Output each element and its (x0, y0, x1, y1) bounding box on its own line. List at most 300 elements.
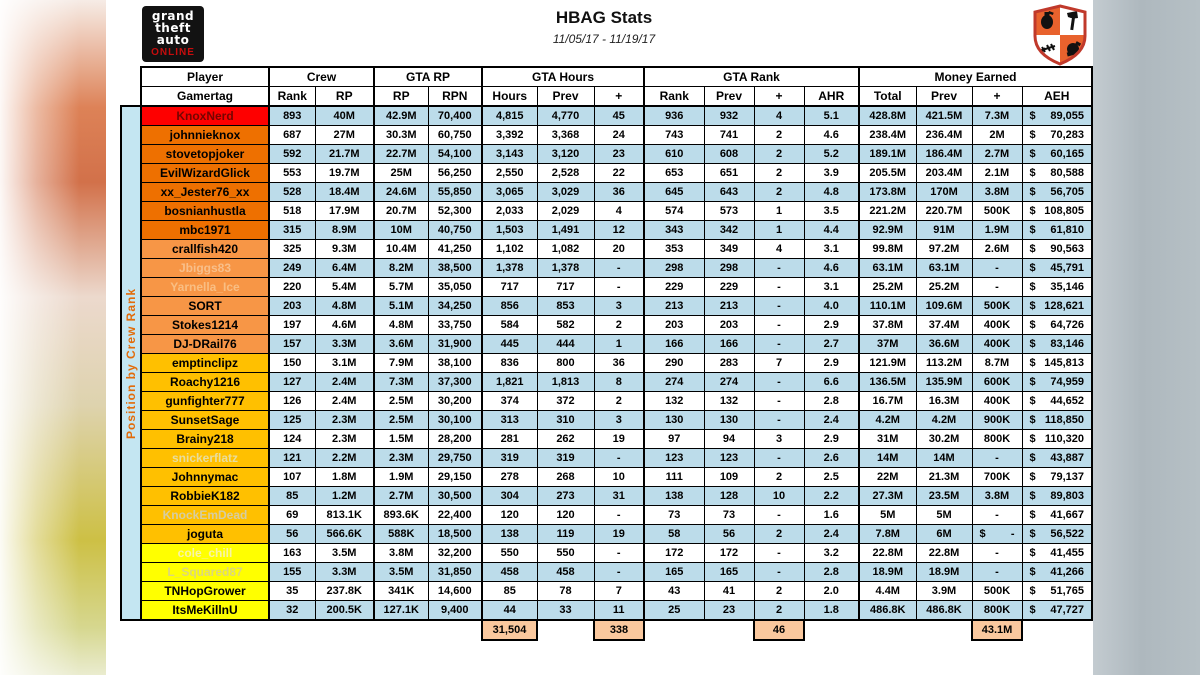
stat-cell: 700K (972, 468, 1022, 487)
table-row (121, 392, 1092, 411)
stats-table (120, 66, 1093, 641)
total-value-cell: 31,504 (482, 620, 537, 640)
stat-cell: 717 (537, 278, 594, 297)
stat-cell: 16.3M (916, 392, 972, 411)
stat-cell: 262 (537, 430, 594, 449)
stat-cell: 1.9M (972, 221, 1022, 240)
stat-cell: - (754, 297, 804, 316)
stat-cell: 273 (537, 487, 594, 506)
stat-cell: - (972, 544, 1022, 563)
stat-cell: 1.8M (315, 468, 374, 487)
stat-cell: 36.6M (916, 335, 972, 354)
gamertag-cell: L_Squared87 (141, 563, 269, 582)
stat-cell: 29,750 (428, 449, 482, 468)
stat-cell: 5M (916, 506, 972, 525)
stat-cell: 518 (269, 202, 315, 221)
stat-cell: 588K (374, 525, 428, 544)
stat-cell: 856 (482, 297, 537, 316)
stat-cell: 2 (754, 525, 804, 544)
stat-cell: 22,400 (428, 506, 482, 525)
stat-cell: 800 (537, 354, 594, 373)
stat-cell: 32 (269, 601, 315, 621)
stat-cell: 10 (754, 487, 804, 506)
stat-cell: 4,815 (482, 106, 537, 126)
stat-cell: 249 (269, 259, 315, 278)
stat-cell: 893 (269, 106, 315, 126)
table-row (121, 487, 1092, 506)
stat-cell: 582 (537, 316, 594, 335)
stat-cell: 1,503 (482, 221, 537, 240)
stat-cell: - (754, 316, 804, 335)
stat-cell: 893.6K (374, 506, 428, 525)
stat-cell: 2.8 (804, 392, 859, 411)
stat-cell: 3.1 (804, 240, 859, 259)
stat-cell: 2.2M (315, 449, 374, 468)
stat-cell: - (594, 259, 644, 278)
stat-cell: 592 (269, 145, 315, 164)
stat-cell: - (754, 392, 804, 411)
stat-cell: - (594, 449, 644, 468)
stat-cell: 4.8 (804, 183, 859, 202)
stat-cell: 7.3M (374, 373, 428, 392)
gamertag-cell: SunsetSage (141, 411, 269, 430)
stat-cell: 500K (972, 582, 1022, 601)
stat-cell: 458 (537, 563, 594, 582)
stat-cell: 56 (269, 525, 315, 544)
stat-cell: 123 (644, 449, 704, 468)
stat-cell: 126 (269, 392, 315, 411)
stat-cell: 550 (482, 544, 537, 563)
money-cell: $ 74,959 (1022, 373, 1092, 392)
totals-spacer (537, 620, 594, 640)
stat-cell: 27.3M (859, 487, 916, 506)
stat-cell: 7.3M (972, 106, 1022, 126)
table-row (121, 506, 1092, 525)
stat-cell: 610 (644, 145, 704, 164)
stat-cell: 22M (859, 468, 916, 487)
stat-cell: 4.0 (804, 297, 859, 316)
stat-cell: 237.8K (315, 582, 374, 601)
stat-cell: 2 (754, 145, 804, 164)
stat-cell: 44 (482, 601, 537, 621)
totals-spacer (859, 620, 916, 640)
stat-cell: - (972, 278, 1022, 297)
stat-cell: 10.4M (374, 240, 428, 259)
stat-cell: 170M (916, 183, 972, 202)
stat-cell: 2 (754, 582, 804, 601)
stat-cell: 651 (704, 164, 754, 183)
gta-logo-word: auto (156, 32, 190, 48)
stat-cell: 111 (644, 468, 704, 487)
column-group-player: Player (141, 67, 269, 87)
stat-cell: 3.8M (374, 544, 428, 563)
stat-cell: 138 (644, 487, 704, 506)
money-cell: $ 44,652 (1022, 392, 1092, 411)
stat-cell: 97 (644, 430, 704, 449)
stat-cell: 200.5K (315, 601, 374, 621)
totals-spacer (804, 620, 859, 640)
money-cell: $ 41,667 (1022, 506, 1092, 525)
stat-cell: 4.2M (859, 411, 916, 430)
stat-cell: 135.9M (916, 373, 972, 392)
stat-cell: 8.2M (374, 259, 428, 278)
stat-cell: 1 (594, 335, 644, 354)
stat-cell: 37.4M (916, 316, 972, 335)
gamertag-cell: bosnianhustla (141, 202, 269, 221)
stat-cell: 2.9 (804, 316, 859, 335)
stat-cell: 36 (594, 354, 644, 373)
stat-cell: 22.8M (859, 544, 916, 563)
stat-cell: 550 (537, 544, 594, 563)
stat-cell: 43 (644, 582, 704, 601)
stat-cell: 2 (594, 316, 644, 335)
stat-cell: 173.8M (859, 183, 916, 202)
stat-cell: 1.5M (374, 430, 428, 449)
stat-cell: 2.8 (804, 563, 859, 582)
totals-spacer (121, 620, 141, 640)
stat-cell: 3 (594, 411, 644, 430)
stat-cell: - (754, 506, 804, 525)
stat-cell: 2.2 (804, 487, 859, 506)
stat-cell: 298 (644, 259, 704, 278)
stat-cell: - (754, 259, 804, 278)
stat-cell: 274 (644, 373, 704, 392)
stat-cell: 120 (482, 506, 537, 525)
stat-cell: 17.9M (315, 202, 374, 221)
stat-cell: 24 (594, 126, 644, 145)
header-sub-row (121, 87, 1092, 107)
stat-cell: 97.2M (916, 240, 972, 259)
total-value-cell: 43.1M (972, 620, 1022, 640)
column-header-rank: Rank (644, 87, 704, 107)
stat-cell: 1,102 (482, 240, 537, 259)
column-header-rp: RP (315, 87, 374, 107)
gta-logo-word: theft (155, 20, 191, 36)
stat-cell: 2 (754, 468, 804, 487)
totals-spacer (428, 620, 482, 640)
stat-cell: 3.5M (315, 544, 374, 563)
stat-cell: 310 (537, 411, 594, 430)
stat-cell: 2.4 (804, 525, 859, 544)
stat-cell: - (972, 449, 1022, 468)
money-cell: $ 128,621 (1022, 297, 1092, 316)
stat-cell: 203 (704, 316, 754, 335)
stat-cell: 3.5M (374, 563, 428, 582)
totals-spacer (269, 620, 315, 640)
stat-cell: - (754, 411, 804, 430)
stat-cell: 58 (644, 525, 704, 544)
stat-cell: 290 (644, 354, 704, 373)
money-cell: $ 43,887 (1022, 449, 1092, 468)
stat-cell: 6.6 (804, 373, 859, 392)
stat-cell: 127 (269, 373, 315, 392)
stat-cell: 22.8M (916, 544, 972, 563)
stat-cell: 400K (972, 335, 1022, 354)
stat-cell: 23 (594, 145, 644, 164)
stat-cell: 298 (704, 259, 754, 278)
stat-cell: 203.4M (916, 164, 972, 183)
total-value-cell: 338 (594, 620, 644, 640)
stat-cell: 4.2M (916, 411, 972, 430)
header-corner-spacer (121, 67, 141, 106)
money-cell: $ 80,588 (1022, 164, 1092, 183)
gamertag-cell: SORT (141, 297, 269, 316)
table-row (121, 106, 1092, 126)
stat-cell: 85 (482, 582, 537, 601)
stat-cell: 2M (972, 126, 1022, 145)
stat-cell: - (754, 544, 804, 563)
stat-cell: 30.3M (374, 126, 428, 145)
stat-cell: 165 (704, 563, 754, 582)
stat-cell: 7.9M (374, 354, 428, 373)
stat-cell: - (594, 506, 644, 525)
column-group-gta-hours: GTA Hours (482, 67, 644, 87)
date-range: 11/05/17 - 11/19/17 (552, 32, 656, 46)
stat-cell: 9.3M (315, 240, 374, 259)
stat-cell: 136.5M (859, 373, 916, 392)
stat-cell: 3.9 (804, 164, 859, 183)
stat-cell: 52,300 (428, 202, 482, 221)
stat-cell: 130 (704, 411, 754, 430)
stat-cell: - (754, 335, 804, 354)
stat-cell: 19.7M (315, 164, 374, 183)
table-row (121, 259, 1092, 278)
stat-cell: 18,500 (428, 525, 482, 544)
table-row (121, 221, 1092, 240)
stat-cell: 3.1M (315, 354, 374, 373)
stat-cell: 3.6M (374, 335, 428, 354)
table-row (121, 145, 1092, 164)
stat-cell: 486.8K (859, 601, 916, 621)
stat-cell: 3.2 (804, 544, 859, 563)
stat-cell: 2.4M (315, 392, 374, 411)
stat-cell: 566.6K (315, 525, 374, 544)
stat-cell: 2.3M (315, 411, 374, 430)
totals-row (121, 620, 1092, 640)
stat-cell: - (754, 449, 804, 468)
stat-cell: 1 (754, 221, 804, 240)
stat-cell: 3.8M (972, 183, 1022, 202)
money-cell: $ 145,813 (1022, 354, 1092, 373)
stat-cell: 99.8M (859, 240, 916, 259)
gta-logo-word: grand (151, 8, 195, 24)
stat-cell: 574 (644, 202, 704, 221)
table-row (121, 164, 1092, 183)
totals-spacer (1022, 620, 1092, 640)
stat-cell: 1,082 (537, 240, 594, 259)
stat-cell: 236.4M (916, 126, 972, 145)
stat-cell: 1 (754, 202, 804, 221)
stat-cell: 6.4M (315, 259, 374, 278)
stat-cell: 573 (704, 202, 754, 221)
column-group-crew: Crew (269, 67, 374, 87)
column-group-gta-rank: GTA Rank (644, 67, 859, 87)
column-header-prev: Prev (704, 87, 754, 107)
stat-cell: 325 (269, 240, 315, 259)
column-header--: + (754, 87, 804, 107)
stat-cell: 205.5M (859, 164, 916, 183)
gamertag-cell: KnoxNerd (141, 106, 269, 126)
table-row (121, 278, 1092, 297)
stat-cell: 213 (704, 297, 754, 316)
stat-cell: 166 (644, 335, 704, 354)
stat-cell: 717 (482, 278, 537, 297)
stat-cell: 687 (269, 126, 315, 145)
stat-cell: 3.3M (315, 563, 374, 582)
stat-cell: 20.7M (374, 202, 428, 221)
stat-cell: 319 (537, 449, 594, 468)
stat-cell: 458 (482, 563, 537, 582)
gamertag-cell: cole_chill (141, 544, 269, 563)
stat-cell: 1,813 (537, 373, 594, 392)
stat-cell: 91M (916, 221, 972, 240)
stat-cell: 281 (482, 430, 537, 449)
stat-cell: 2.3M (315, 430, 374, 449)
stat-cell: 553 (269, 164, 315, 183)
stat-cell: 123 (704, 449, 754, 468)
stat-cell: 3.5 (804, 202, 859, 221)
stat-cell: 3 (594, 297, 644, 316)
stat-cell: 34,250 (428, 297, 482, 316)
stat-cell: 38,100 (428, 354, 482, 373)
stat-cell: 900K (972, 411, 1022, 430)
gamertag-cell: snickerflatz (141, 449, 269, 468)
stat-cell: 608 (704, 145, 754, 164)
totals-spacer (644, 620, 704, 640)
stat-cell: - (594, 563, 644, 582)
stat-cell: 30,500 (428, 487, 482, 506)
stat-cell: 165 (644, 563, 704, 582)
table-row (121, 468, 1092, 487)
stat-cell: 40,750 (428, 221, 482, 240)
stat-cell: 14M (916, 449, 972, 468)
stat-cell: 315 (269, 221, 315, 240)
stat-cell: 23 (704, 601, 754, 621)
stat-cell: 7 (754, 354, 804, 373)
stat-cell: 4.4M (859, 582, 916, 601)
money-cell: $ 51,765 (1022, 582, 1092, 601)
stat-cell: 113.2M (916, 354, 972, 373)
stat-cell: 197 (269, 316, 315, 335)
stat-cell: 2 (594, 392, 644, 411)
money-cell: $ 41,455 (1022, 544, 1092, 563)
gamertag-cell: DJ-DRail76 (141, 335, 269, 354)
stat-cell: 2.5M (374, 411, 428, 430)
totals-spacer (704, 620, 754, 640)
stat-cell: 4.8M (315, 297, 374, 316)
stat-cell: 33 (537, 601, 594, 621)
stat-cell: 107 (269, 468, 315, 487)
gamertag-cell: Roachy1216 (141, 373, 269, 392)
table-row (121, 601, 1092, 621)
stat-cell: 25.2M (916, 278, 972, 297)
stat-cell: 4.4 (804, 221, 859, 240)
money-cell: $ 56,522 (1022, 525, 1092, 544)
background-gradient-right (1093, 0, 1200, 675)
stat-cell: 10M (374, 221, 428, 240)
stat-cell: 25.2M (859, 278, 916, 297)
stat-cell: 2,528 (537, 164, 594, 183)
stat-cell: 2 (754, 164, 804, 183)
stat-cell: 4,770 (537, 106, 594, 126)
column-header-rp: RP (374, 87, 428, 107)
stat-cell: 31,850 (428, 563, 482, 582)
stat-cell: 109.6M (916, 297, 972, 316)
stat-cell: 1.6 (804, 506, 859, 525)
stat-cell: 163 (269, 544, 315, 563)
stat-cell: 2 (754, 183, 804, 202)
stat-cell: 343 (644, 221, 704, 240)
table-row (121, 525, 1092, 544)
stat-cell: 37.8M (859, 316, 916, 335)
stat-cell: 166 (704, 335, 754, 354)
stat-cell: 7.8M (859, 525, 916, 544)
stat-cell: 2.7 (804, 335, 859, 354)
stat-cell: 528 (269, 183, 315, 202)
column-header-aeh: AEH (1022, 87, 1092, 107)
stat-cell: 8 (594, 373, 644, 392)
stat-cell: 150 (269, 354, 315, 373)
stat-cell: 2.0 (804, 582, 859, 601)
table-row (121, 563, 1092, 582)
stat-cell: 41 (704, 582, 754, 601)
stat-cell: 220.7M (916, 202, 972, 221)
gamertag-cell: Stokes1214 (141, 316, 269, 335)
stat-cell: 124 (269, 430, 315, 449)
table-row (121, 240, 1092, 259)
stat-cell: 30.2M (916, 430, 972, 449)
stat-cell: 27M (315, 126, 374, 145)
table-row (121, 297, 1092, 316)
table-row (121, 449, 1092, 468)
stat-cell: 3 (754, 430, 804, 449)
stat-cell: 8.7M (972, 354, 1022, 373)
stat-cell: 5.7M (374, 278, 428, 297)
sidebar-label: Position by Crew Rank (124, 287, 138, 439)
gamertag-cell: Johnnymac (141, 468, 269, 487)
stat-cell: 31 (594, 487, 644, 506)
stat-cell: 23.5M (916, 487, 972, 506)
stat-cell: 172 (644, 544, 704, 563)
money-cell: $ 79,137 (1022, 468, 1092, 487)
stat-cell: - (972, 259, 1022, 278)
stat-cell: 372 (537, 392, 594, 411)
stat-cell: 56,250 (428, 164, 482, 183)
stat-cell: 35 (269, 582, 315, 601)
stat-cell: 836 (482, 354, 537, 373)
money-cell: $ 47,727 (1022, 601, 1092, 621)
stat-cell: 35,050 (428, 278, 482, 297)
stat-cell: 3,368 (537, 126, 594, 145)
stat-cell: 19 (594, 430, 644, 449)
stat-cell: 70,400 (428, 106, 482, 126)
stat-cell: 1.2M (315, 487, 374, 506)
stat-cell: 63.1M (859, 259, 916, 278)
column-header-rank: Rank (269, 87, 315, 107)
stat-cell: 55,850 (428, 183, 482, 202)
gamertag-cell: stovetopjoker (141, 145, 269, 164)
gamertag-cell: Yarnella_Ice (141, 278, 269, 297)
gamertag-cell: Brainy218 (141, 430, 269, 449)
money-cell: $ 118,850 (1022, 411, 1092, 430)
stat-cell: 4.6 (804, 259, 859, 278)
stat-cell: 2,029 (537, 202, 594, 221)
stat-cell: 40M (315, 106, 374, 126)
stat-cell: 20 (594, 240, 644, 259)
stat-cell: 278 (482, 468, 537, 487)
totals-spacer (141, 620, 269, 640)
column-group-money-earned: Money Earned (859, 67, 1092, 87)
